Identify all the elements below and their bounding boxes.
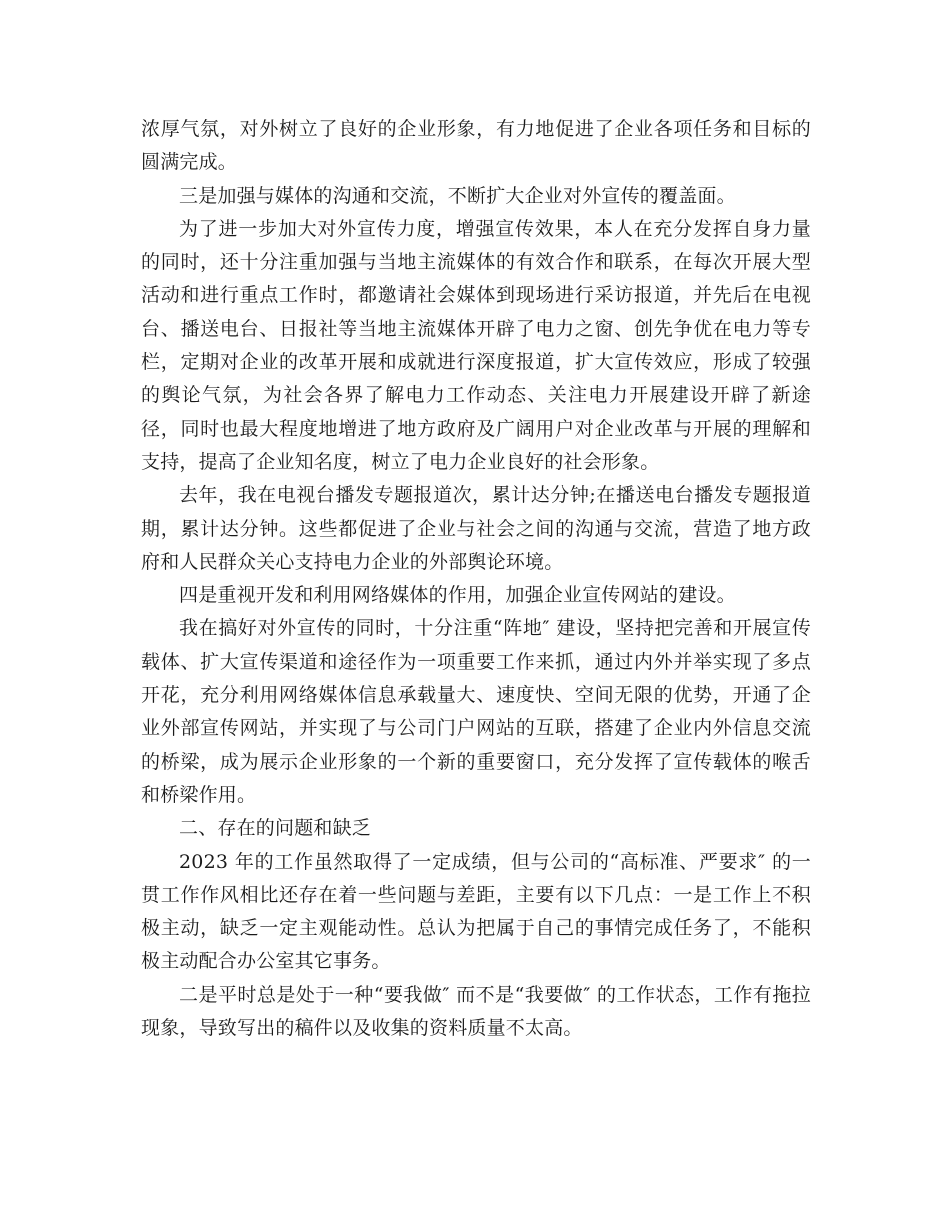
paragraph-2: 三是加强与媒体的沟通和交流，不断扩大企业对外宣传的覆盖面。 — [179, 184, 736, 207]
paragraph-4: 去年，我在电视台播发专题报道次，累计达分钟;在播送电台播发专题报道期，累计达分钟。这些都促进了企业与社会之间的沟通与交流，营造了地方政府和人民群众关心支持电力企业的外部舆论环境。 — [141, 484, 811, 573]
document-body — [141, 113, 811, 1045]
section-heading: 二、存在的问题和缺乏 — [179, 817, 372, 840]
paragraph-5: 四是重视开发和利用网络媒体的作用，加强企业宣传网站的建设。 — [179, 584, 736, 607]
paragraph-8: 2023 年的工作虽然取得了一定成绩，但与公司的“高标准、严要求″ 的一贯工作作风相比还存在着一些问题与差距，主要有以下几点：一是工作上不积极主动，缺乏一定主观能动性。总认为把属于自己的事情完成任务了，不能积极主动配合办公室其它事务。 — [141, 850, 811, 973]
paragraph-9: 二是平时总是处于一种“要我做″ 而不是“我要做″ 的工作状态，工作有拖拉现象，导致写出的稿件以及收集的资料质量不太高。 — [141, 983, 811, 1040]
paragraph-3: 为了进一步加大对外宣传力度，增强宣传效果，本人在充分发挥自身力量的同时，还十分注重加强与当地主流媒体的有效合作和联系，在每次开展大型活动和进行重点工作时，都邀请社会媒体到现场进行采访报道，并先后在电视台、播送电台、日报社等当地主流媒体开辟了电力之窗、创先争优在电力等专栏，定期对企业的改革开展和成就进行深度报道，扩大宣传效应，形成了较强的舆论气氛，为社会各界了解电力工作动态、关注电力开展建设开辟了新途径，同时也最大程度地增进了地方政府及广阔用户对企业改革与开展的理解和支持，提高了企业知名度，树立了电力企业良好的社会形象。 — [141, 217, 811, 473]
paragraph-1: 浓厚气氛，对外树立了良好的企业形象，有力地促进了企业各项任务和目标的圆满完成。 — [141, 118, 811, 174]
paragraph-6: 我在搞好对外宣传的同时，十分注重“阵地″ 建设，坚持把完善和开展宣传载体、扩大宣传渠道和途径作为一项重要工作来抓，通过内外并举实现了多点开花，充分利用网络媒体信息承载量大、速度快、空间无限的优势，开通了企业外部宣传网站，并实现了与公司门户网站的互联，搭建了企业内外信息交流的桥梁，成为展示企业形象的一个新的重要窗口，充分发挥了宣传载体的喉舌和桥梁作用。 — [141, 617, 811, 806]
